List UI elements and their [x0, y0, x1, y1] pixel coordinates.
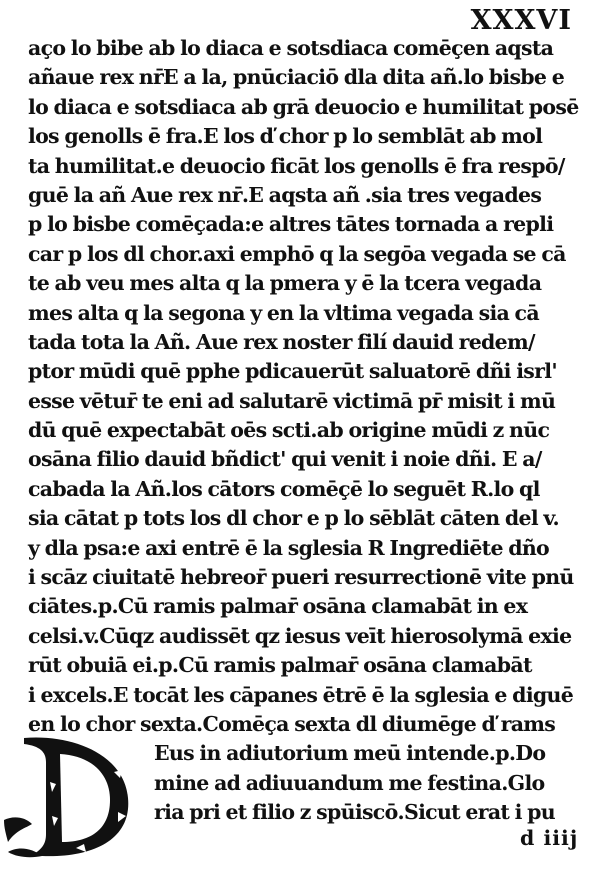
text-line: cabada la Añ.los cātors comēçē lo seguēt R.lo ql: [28, 476, 540, 501]
text-line: tada tota la Añ. Aue rex noster filí dauid redem/: [28, 329, 535, 354]
text-line: sia cātat p tots los dl chor e p lo sēblāt cāten del v.: [28, 506, 559, 531]
text-line: en lo chor sexta.Comēça sexta dl diumēge ď rams: [28, 711, 556, 736]
text-line: mes alta q la segona y en la vltima vegada sia cā: [28, 300, 539, 325]
text-block: [28, 34, 588, 828]
text-line: ta humilitat.e deuocio ficāt los genolls ē fra respō/: [28, 153, 565, 178]
text-line: rūt obuiā ei.p.Cū ramis palmar̄ osāna clamabāt: [28, 653, 532, 678]
text-line: lo diaca e sotsdiaca ab grā deuocio e humilitat posē: [28, 94, 579, 119]
text-line: añaue rex nr̄E a la, pnūciaciō dla dita añ.lo bisbe e: [28, 65, 565, 90]
text-line: esse vētur̄ te eni ad salutarē victimā pr̄ misit i mū: [28, 388, 556, 413]
text-line: celsi.v.Cūqz audissēt qz iesus veīt hierosolymā exie: [28, 623, 572, 648]
text-line: ciātes.p.Cū ramis palmar̄ osāna clamabāt in ex: [28, 594, 528, 619]
text-line: p lo bisbe comēçada:e altres tātes tornada a repli: [28, 212, 554, 237]
text-line: Eus in adiutorium meū intende.p.Do: [154, 741, 546, 766]
text-line: car p los dl chor.axi emphō q la segōa vegada se cā: [28, 241, 566, 266]
text-line: osāna filio dauid bñdict' qui venit i noie dñi. E a/: [28, 447, 542, 472]
decorated-initial-d: [2, 732, 134, 860]
text-line: guē la añ Aue rex nr̄.E aqsta añ .sia tres vegades: [28, 182, 542, 207]
decorated-initial-d-icon: [2, 732, 134, 860]
text-line: i scāz ciuitatē hebreor̄ pueri resurrectionē vite pnū: [28, 565, 574, 590]
text-line: te ab veu mes alta q la pmera y ē la tcera vegada: [28, 271, 542, 296]
text-line: los genolls ē fra.E los ď chor p lo semblāt ab mol: [28, 124, 543, 149]
text-line: mine ad adiuuandum me festina.Glo: [154, 770, 545, 795]
text-line: y dla psa:e axi entrē ē la sglesia R Ingrediēte dño: [28, 535, 550, 560]
text-line: i excels.E tocāt les cāpanes ētrē ē la sglesia e diguē: [28, 682, 574, 707]
text-line: ptor mūdi quē pphe pdicauerūt saluatorē dñi isrl': [28, 359, 557, 384]
text-line: aço lo bibe ab lo diaca e sotsdiaca comēçen aqsta: [28, 36, 554, 60]
text-line: ria pri et filio z spūiscō.Sicut erat i pu: [154, 800, 555, 825]
folio-number: XXXVI: [470, 5, 572, 36]
catchword-signature: d iiij: [520, 826, 579, 850]
text-line: dū quē expectabāt oēs scti.ab origine mūdi z nūc: [28, 418, 550, 443]
